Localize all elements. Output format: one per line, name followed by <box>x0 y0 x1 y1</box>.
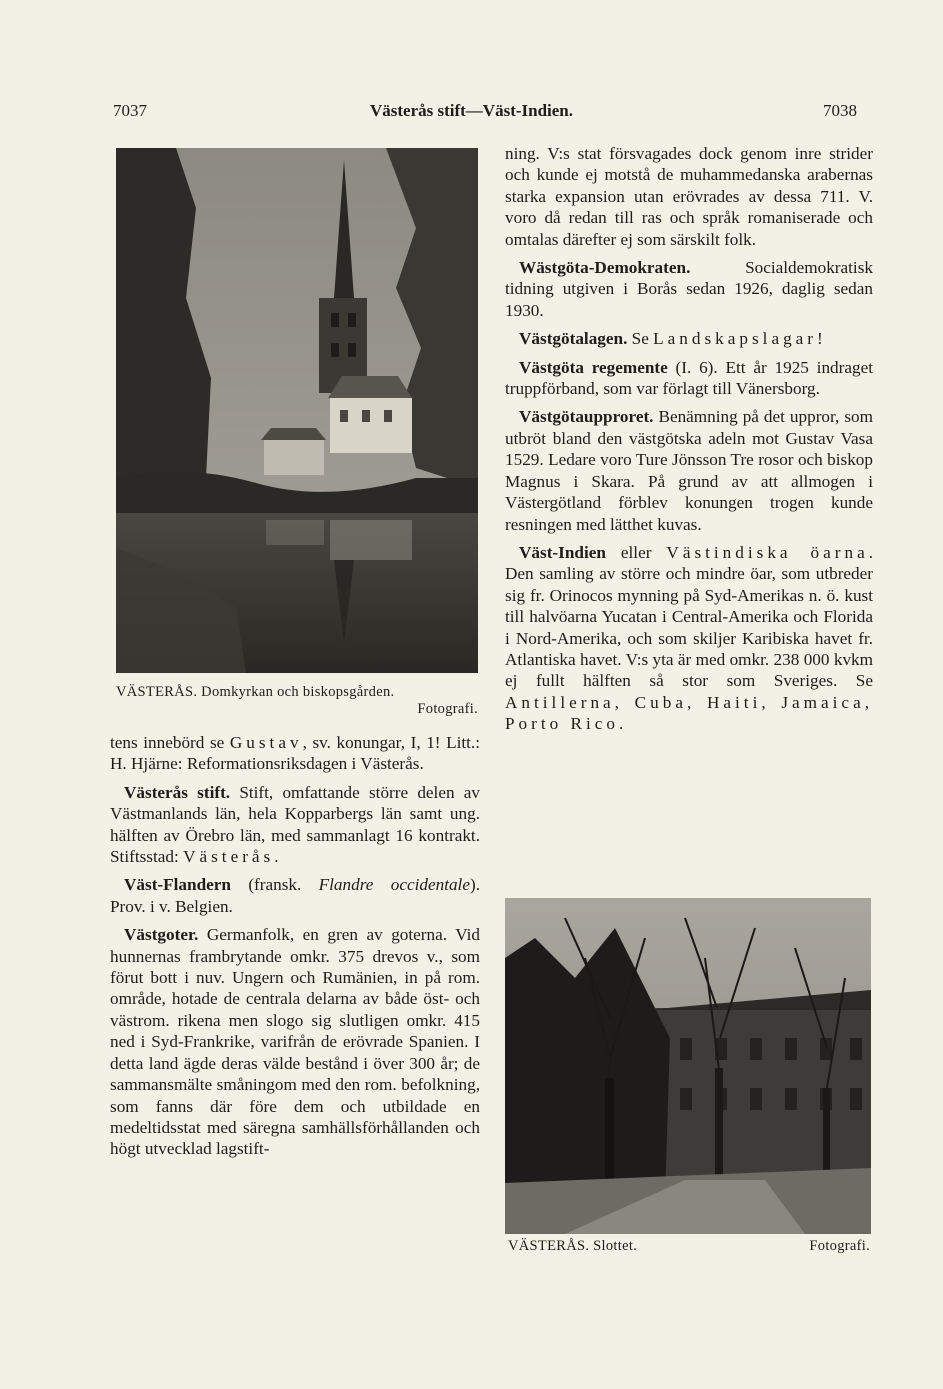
entry-vastgota-regemente: Västgöta regemente (I. 6). Ett år 1925 indraget truppförband, som var förlagt till Vänersborg. <box>505 357 873 399</box>
entry-headword: Västgoter. <box>124 925 199 945</box>
cathedral-caption-line1: VÄSTERÅS. Domkyrkan och biskopsgården. <box>116 684 395 700</box>
entry-vastgotaupproret: Västgötaupproret. Benämning på det uppror, som utbröt bland den västgötska adeln mot Gustav Vasa 1529. Ledare voro Ture Jönsson Tre rosor och biskop Magnus i Skara. På grund av att allmogen i Västergötland förblev konungen trogen kunde resningen med lätthet kuvas. <box>505 407 873 534</box>
page-number-right: 7038 <box>823 101 857 120</box>
entry-vast-indien: Väst-Indien eller Västindiska öarna. Den samling av större och mindre öar, som utbreder sig fr. Orinocos mynning på Syd-Amerikas n. ö. kust till halvöarna Yucatan i Central-Amerika och Florida i Nord-Amerika, och som skiljer Karibiska havet fr. Atlantiska havet. V:s yta är med omkr. 238 000 kvkm ej fullt hälften så stor som Sveriges. Se Antillerna, Cuba, Haiti, Jamaica, Porto Rico. <box>505 542 873 734</box>
castle-caption-credit: Fotografi. <box>809 1238 870 1254</box>
entry-headword: Väst-Flandern <box>124 875 231 895</box>
entry-vasteras-stift: Västerås stift. Stift, omfattande större delen av Västmanlands län, hela Kopparbergs län samt ung. hälften av Örebro län, med sammanlagt 16 kontrakt. Stiftsstad: Västerås. <box>110 782 480 867</box>
castle-caption-text: VÄSTERÅS. Slottet. <box>508 1238 638 1254</box>
entry-headword: Västgötaupproret. <box>519 407 654 427</box>
entry-wastgota-demokraten: Wästgöta-Demokraten. Socialdemokratisk tidning utgiven i Borås sedan 1926, daglig sedan 1930. <box>505 258 873 320</box>
entry-vastgoter: Västgoter. Germanfolk, en gren av goterna. Vid hunnernas frambrytande omkr. 375 drevos v., som förut bott i nuv. Ungern och Rumänien, in på rom. område, hotade de centrala delarna av både öst- och västrom. rikena men slogo sig slutligen omkr. 415 ned i Syd-Frankrike, varifrån de erövrade Spanien. I detta land ägde deras välde bestånd i över 300 år; de sammansmälte småningom med den rom. befolkning, som fanns där före dem och utbildade en medeltidsstat med säregna samhällsförhållanden och högt utvecklad lagstift- <box>110 925 480 1159</box>
cathedral-caption <box>116 684 478 718</box>
entry-headword: Västgötalagen. <box>519 329 628 349</box>
castle-illustration <box>505 898 871 1234</box>
entry-headword: Väst-Indien <box>519 542 606 562</box>
continuation-paragraph: tens innebörd se Gustav, sv. konungar, I, 1! Litt.: H. Hjärne: Reformationsriksdagen i Västerås. <box>110 733 480 774</box>
castle-photo <box>505 898 871 1234</box>
right-text-column <box>505 143 873 742</box>
entry-headword: Västerås stift. <box>124 782 231 802</box>
cathedral-caption-credit: Fotografi. <box>417 701 478 717</box>
entry-headword: Wästgöta-Demokraten. <box>519 258 691 278</box>
continuation-paragraph: ning. V:s stat försvagades dock genom inre strider och kunde ej motstå de muhammedanska arabernas starka expansion utan erövrades av dessa 711. V. voro då redan till ras och språk romaniserade och omtalas därefter ej som särskilt folk. <box>505 144 873 249</box>
entry-headword: Västgöta regemente <box>519 357 668 377</box>
running-title: Västerås stift—Väst-Indien. <box>369 101 574 120</box>
entry-vastgotalagen: Västgötalagen. Se Landskapslagar! <box>519 329 823 349</box>
left-text-column <box>110 732 480 1167</box>
cathedral-photo <box>116 148 478 673</box>
running-header <box>0 101 943 127</box>
entry-vast-flandern: Väst-Flandern (fransk. Flandre occidentale). Prov. i v. Belgien. <box>110 875 480 916</box>
castle-caption <box>508 1238 870 1255</box>
cathedral-illustration <box>116 148 478 673</box>
page-number-left: 7037 <box>113 101 147 120</box>
